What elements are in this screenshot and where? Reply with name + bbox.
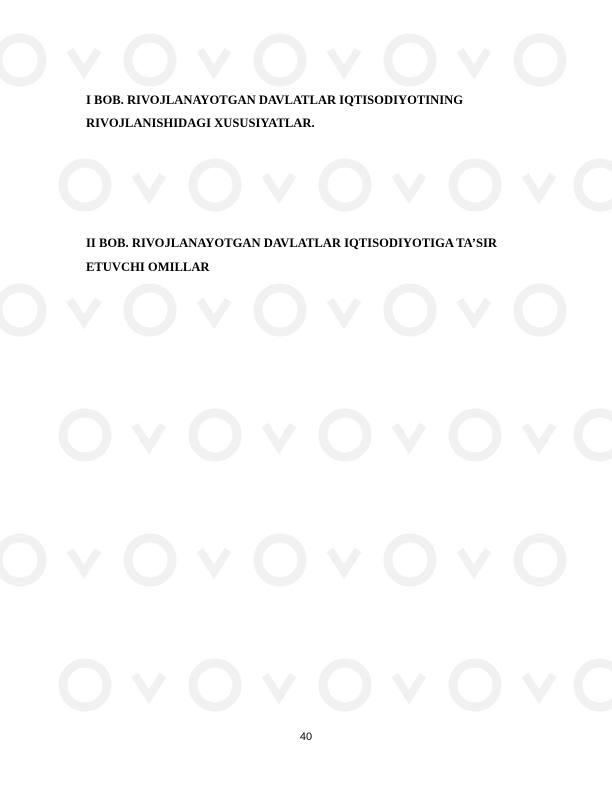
toc-chapter-1-line2: RIVOJLANISHIDAGI XUSUSIYATLAR.: [86, 116, 315, 130]
toc-chapter-1-line1: I BOB. RIVOJLANAYOTGAN DAVLATLAR IQTISODIYOTINING: [86, 93, 464, 107]
page-number: 40: [299, 731, 313, 743]
toc-chapter-2-line2: ETUVCHI OMILLAR: [86, 260, 210, 274]
toc-chapter-2-line1: II BOB. RIVOJLANAYOTGAN DAVLATLAR IQTISODIYOTIGA TA’SIR: [86, 236, 498, 250]
